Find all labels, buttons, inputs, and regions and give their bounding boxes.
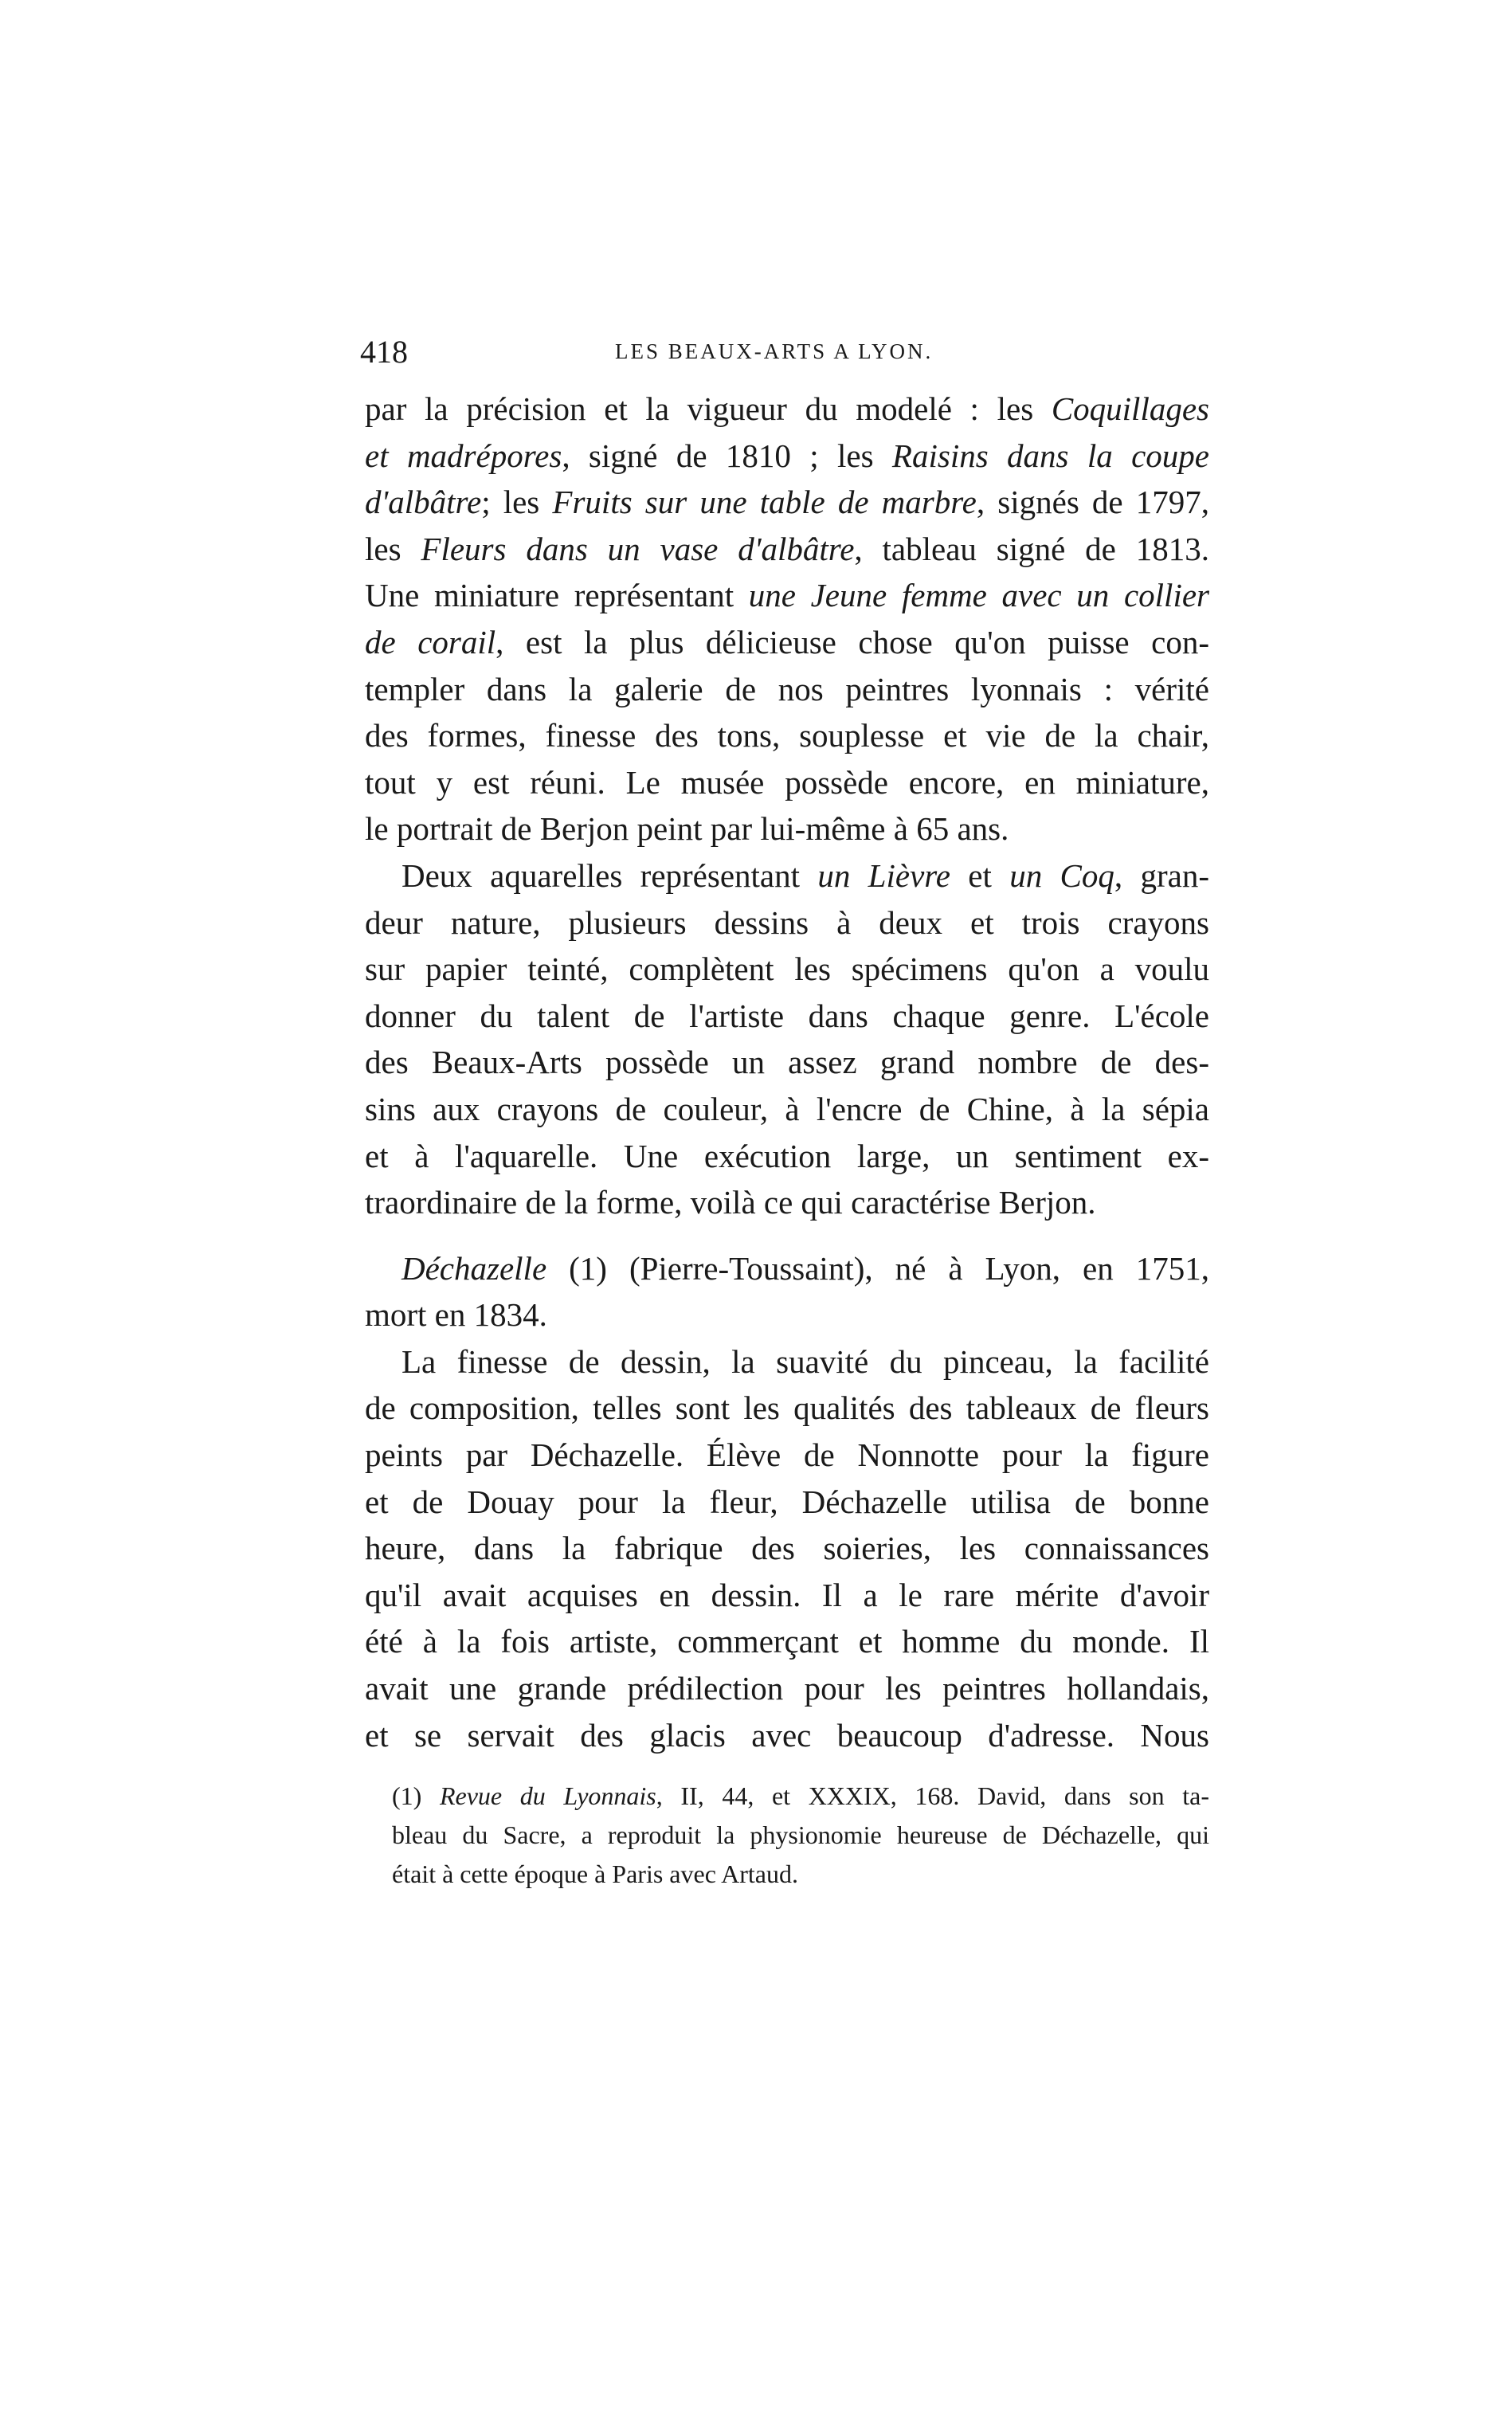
text-line: et de Douay pour la fleur, Déchazelle utilisa de bonne bbox=[365, 1483, 1209, 1520]
text-run: , signés de 1797, bbox=[976, 484, 1210, 521]
italic-title: et madrépores bbox=[365, 437, 562, 474]
footnote-line: était à cette époque à Paris avec Artaud. bbox=[392, 1860, 798, 1888]
text-line bbox=[365, 479, 1209, 526]
text-line: de composition, telles sont les qualités des tableaux de fleurs bbox=[365, 1389, 1209, 1427]
text-line bbox=[365, 572, 1209, 619]
text-line bbox=[365, 852, 1209, 899]
italic-title: Fruits sur une table de marbre bbox=[552, 484, 977, 521]
text-line: et à l'aquarelle. Une exécution large, un sentiment ex- bbox=[365, 1137, 1209, 1174]
italic-title: une Jeune femme avec un collier bbox=[748, 577, 1209, 614]
text-line bbox=[365, 619, 1209, 666]
text-line: traordinaire de la forme, voilà ce qui caractérise Berjon. bbox=[365, 1184, 1096, 1221]
italic-title: d'albâtre bbox=[365, 484, 482, 521]
text-line: deur nature, plusieurs dessins à deux et trois crayons bbox=[365, 903, 1209, 941]
italic-title: un Coq bbox=[1009, 856, 1114, 894]
text-line bbox=[365, 386, 1209, 433]
footnote bbox=[392, 1777, 1209, 1894]
text-run: (1) (Pierre-Toussaint), né à Lyon, en 1751, bbox=[546, 1249, 1209, 1287]
text-line bbox=[365, 433, 1209, 480]
text-line: avait une grande prédilection pour les peintres hollandais, bbox=[365, 1670, 1209, 1707]
text-line: templer dans la galerie de nos peintres lyonnais : vérité bbox=[365, 670, 1209, 707]
text-line bbox=[365, 526, 1209, 573]
text-run: , signé de 1810 ; les bbox=[562, 437, 892, 474]
text-line: tout y est réuni. Le musée possède encore, en miniature, bbox=[365, 763, 1209, 801]
paragraph-still-life bbox=[365, 386, 1209, 852]
text-line: sins aux crayons de couleur, à l'encre de Chine, à la sépia bbox=[365, 1090, 1209, 1127]
body-text bbox=[365, 386, 1209, 1758]
footnote-line bbox=[392, 1777, 1209, 1816]
running-head bbox=[360, 333, 1212, 381]
text-run: et bbox=[950, 856, 1010, 894]
page-number: 418 bbox=[360, 334, 408, 370]
italic-title: Raisins dans la coupe bbox=[891, 437, 1209, 474]
footnote-line: bleau du Sacre, a reproduit la physionomie heureuse de Déchazelle, qui bbox=[392, 1820, 1209, 1849]
text-line: des Beaux-Arts possède un assez grand nombre de des- bbox=[365, 1044, 1209, 1081]
text-line: des formes, finesse des tons, souplesse et vie de la chair, bbox=[365, 717, 1209, 754]
text-run: , tableau signé de 1813. bbox=[854, 530, 1209, 567]
text-line: le portrait de Berjon peint par lui-même à 65 ans. bbox=[365, 810, 1009, 848]
text-line: qu'il avait acquises en dessin. Il a le rare mérite d'avoir bbox=[365, 1576, 1209, 1613]
footnote-marker: (1) bbox=[392, 1781, 440, 1810]
text-line: La finesse de dessin, la suavité du pinceau, la facilité bbox=[402, 1342, 1209, 1380]
text-run: par la précision et la vigueur du modelé : les bbox=[365, 390, 1052, 427]
paragraph-dechazelle bbox=[365, 1338, 1209, 1758]
italic-title: un Lièvre bbox=[817, 856, 950, 894]
text-line: sur papier teinté, complètent les spécimens qu'on a voulu bbox=[365, 950, 1209, 988]
text-line: peints par Déchazelle. Élève de Nonnotte pour la figure bbox=[365, 1436, 1209, 1474]
text-line bbox=[365, 1245, 1209, 1292]
text-line: donner du talent de l'artiste dans chaque genre. L'école bbox=[365, 997, 1209, 1034]
text-line: été à la fois artiste, commerçant et homme du monde. Il bbox=[365, 1623, 1209, 1660]
running-title: LES BEAUX-ARTS A LYON. bbox=[615, 339, 934, 363]
section-gap bbox=[365, 1226, 1209, 1245]
text-run: , est la plus délicieuse chose qu'on puisse con- bbox=[496, 623, 1209, 660]
italic-title: de corail bbox=[365, 623, 496, 660]
text-run: Une miniature représentant bbox=[365, 577, 749, 614]
text-line: mort en 1834. bbox=[365, 1296, 547, 1334]
text-run: , gran- bbox=[1114, 856, 1209, 894]
paragraph-watercolors bbox=[365, 852, 1209, 1226]
text-line: et se servait des glacis avec beaucoup d'adresse. Nous bbox=[365, 1716, 1209, 1754]
text-run: Deux aquarelles représentant bbox=[402, 856, 818, 894]
text-line: heure, dans la fabrique des soieries, les connaissances bbox=[365, 1530, 1209, 1567]
text-run: ; les bbox=[481, 484, 553, 521]
artist-name: Déchazelle bbox=[402, 1249, 547, 1287]
italic-title: Coquillages bbox=[1051, 390, 1209, 427]
italic-title: Fleurs dans un vase d'albâtre bbox=[421, 530, 855, 567]
text-run: les bbox=[365, 530, 421, 567]
italic-title: Revue du Lyonnais bbox=[439, 1781, 656, 1810]
paragraph-dechazelle-heading bbox=[365, 1245, 1209, 1338]
text-run: , II, 44, et XXXIX, 168. David, dans son ta- bbox=[656, 1781, 1210, 1810]
